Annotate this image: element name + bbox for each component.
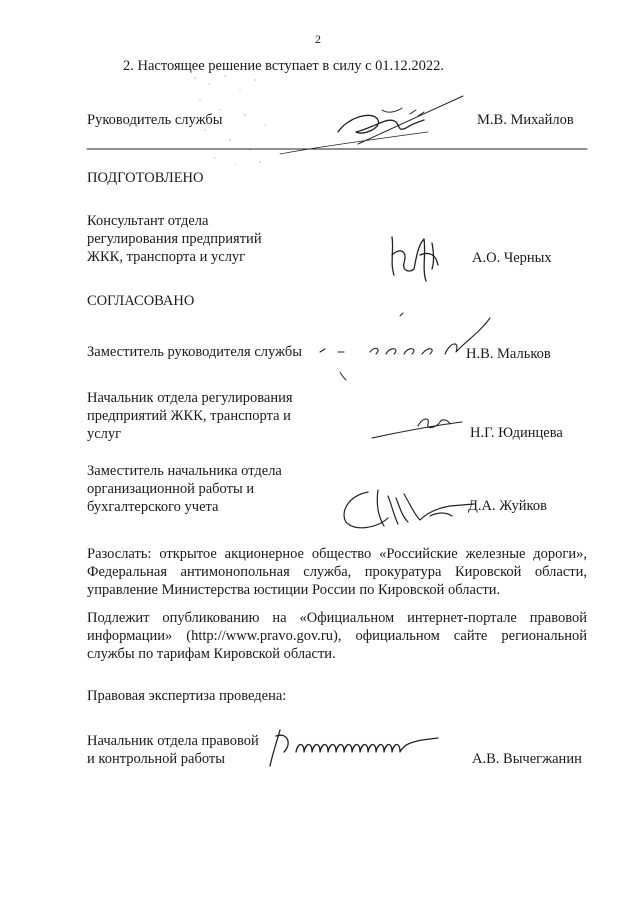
legal-review-note: Правовая экспертиза проведена: (87, 688, 287, 704)
distribution-paragraph: Разослать: открытое акционерное общество «Российские железные дороги», Федеральная антимонопольная служба, прокуратура Кировской области, управление Министерства юстиции России по Кировской области. (87, 546, 587, 598)
agreed-1-title: Заместитель руководителя службы (87, 344, 303, 360)
prepared-name: А.О. Черных (472, 250, 552, 266)
agreed-3-signature (338, 482, 478, 534)
agreed-2-title: Начальник отдела регулирования предприятий ЖКК, транспорта и услуг (87, 390, 293, 442)
page-number: 2 (315, 32, 321, 46)
agreed-2-signature (370, 408, 470, 448)
prepared-signature (380, 225, 460, 285)
prepared-heading: ПОДГОТОВЛЕНО (87, 170, 204, 186)
legal-review-name: А.В. Вычегжанин (472, 751, 582, 767)
head-signature (278, 92, 478, 172)
head-title: Руководитель службы (87, 112, 223, 128)
agreed-3-name: Д.А. Жуйков (468, 498, 547, 514)
item-2-text: 2. Настоящее решение вступает в силу с 01.12.2022. (123, 58, 445, 74)
signature-baseline (87, 140, 587, 160)
agreed-3-title: Заместитель начальника отдела организационной работы и бухгалтерского учета (87, 463, 282, 515)
agreed-2-name: Н.Г. Юдинцева (470, 425, 563, 441)
legal-review-signature (262, 722, 442, 772)
publication-paragraph: Подлежит опубликованию на «Официальном интернет-портале правовой информации» (http://www.pravo.gov.ru), официальном сайте региональной службы по тарифам Кировской области. (87, 610, 587, 662)
prepared-title: Консультант отдела регулирования предприятий ЖКК, транспорта и услуг (87, 213, 262, 265)
agreed-1-name: Н.В. Мальков (466, 346, 551, 362)
agreed-heading: СОГЛАСОВАНО (87, 293, 195, 309)
head-name: М.В. Михайлов (477, 112, 574, 128)
legal-review-title: Начальник отдела правовой и контрольной работы (87, 733, 259, 767)
